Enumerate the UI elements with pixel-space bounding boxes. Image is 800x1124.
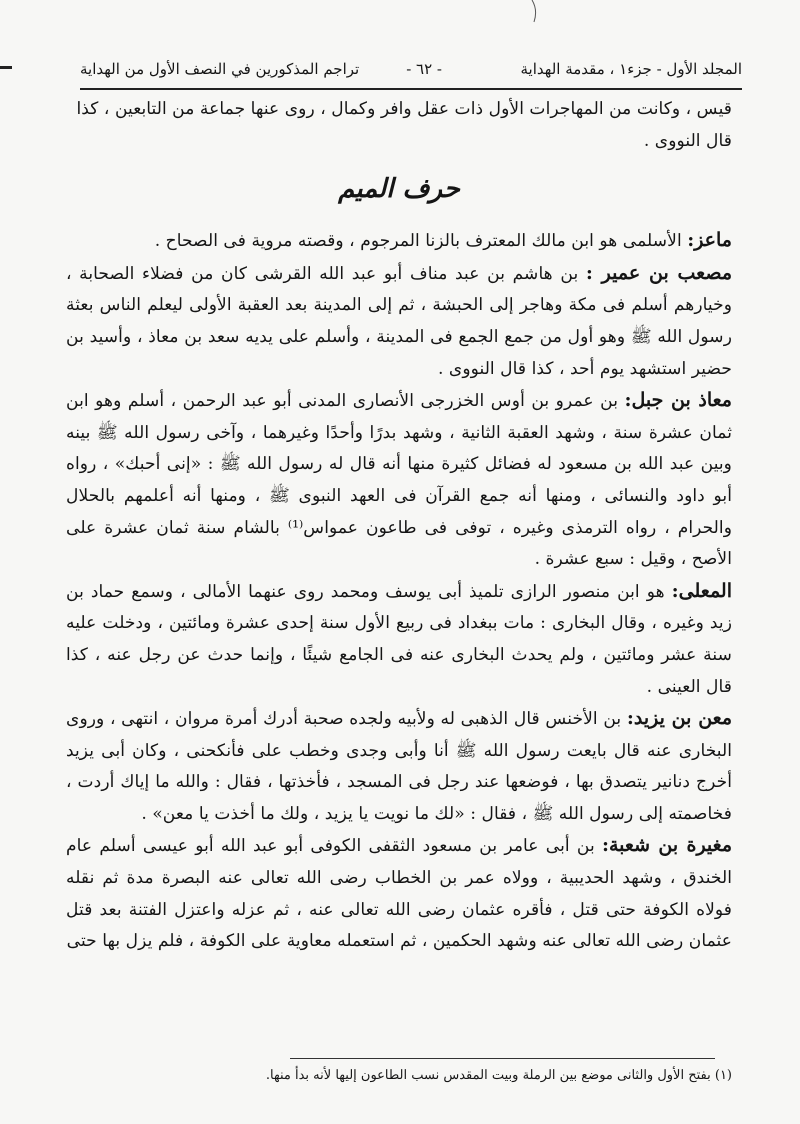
- running-header: [80, 58, 742, 86]
- footnote: (١) بفتح الأول والثانى موضع بين الرملة وبيت المقدس نسب الطاعون إليها لأنه بدأ منها.: [265, 1068, 732, 1083]
- intro-line-1: قيس ، وكانت من المهاجرات الأول ذات عقل وافر وكمال ، روى عنها جماعة من التابعين ، كذا: [76, 99, 732, 119]
- entry-text: بن عمرو بن أوس الخزرجى الأنصارى المدنى أبو عبد الرحمن ، أسلم وهو ابن ثمان عشرة سنة ، وشهد العقبة الثانية ، وشهد بدرًا وأحدًا وغيرهما ، وآخى رسول الله ﷺ بينه وبين عبد الله بن مسعود له فضائل كثيرة منها أنه قال له رسول الله ﷺ : «إنى أحبك» ، رواه أبو داود والنسائى ، ومنها أنه جمع القرآن فى العهد النبوى ﷺ ، ومنها أنه أعلمهم بالحلال والحرام ، رواه الترمذى وغيره ، توفى فى طاعون عمواس⁽¹⁾ بالشام سنة ثمان عشرة على الأصح ، وقيل : سبع عشرة .: [66, 391, 732, 570]
- biography-entry: [66, 385, 732, 576]
- header-rule: [80, 88, 742, 90]
- header-chapter-title: تراجم المذكورين في النصف الأول من الهداية: [80, 60, 360, 78]
- entry-text: الأسلمى هو ابن مالك المعترف بالزنا المرجوم ، وقصته مروية فى الصحاح .: [154, 231, 682, 252]
- page-number: - ٦٢ -: [406, 60, 442, 78]
- intro-paragraph: [66, 94, 732, 157]
- biography-entry: [66, 258, 732, 385]
- scan-mark-top: [528, 0, 542, 24]
- biography-entry: [66, 576, 732, 703]
- header-volume-info: المجلد الأول - جزء١ ، مقدمة الهداية: [520, 60, 742, 78]
- biography-entry: [66, 830, 732, 957]
- section-title: حرف الميم: [338, 174, 460, 205]
- entry-name: معن بن يزيد:: [626, 707, 733, 730]
- intro-line-2: قال النووى .: [643, 130, 732, 151]
- entry-name: مغيرة بن شعبة:: [601, 834, 733, 857]
- scan-mark-left-edge: [0, 66, 12, 69]
- entry-name: المعلى:: [671, 579, 732, 602]
- entry-name: مصعب بن عمير :: [585, 261, 733, 284]
- footnote-rule: [290, 1058, 715, 1059]
- entry-name: ماعز:: [687, 229, 732, 252]
- entry-name: معاذ بن جبل:: [624, 389, 732, 412]
- entry-text: بن أبى عامر بن مسعود الثقفى الكوفى أبو عبد الله أبو عيسى أسلم عام الخندق ، وشهد الحديبية ، وولاه عمر بن الخطاب رضى الله تعالى عنه البصرة مدة ثم نقله فولاه الكوفة حتى قتل ، فأقره عثمان رضى الله تعالى عنه ، ثم عزله واعتزل الفتنة بعد قتل عثمان رضى الله تعالى عنه وشهد الحكمين ، ثم استعمله معاوية على الكوفة ، فلم يزل بها حتى: [66, 836, 732, 952]
- entry-text: هو ابن منصور الرازى تلميذ أبى يوسف ومحمد روى عنهما الأمالى ، وسمع حماد بن زيد وغيره ، وقال البخارى : مات ببغداد فى ربيع الأول سنة إحدى عشرة ومائتين ، ودخلت عليه سنة عشر ومائتين ، ولم يحدث البخارى عنه فى الجامع شيئًا ، وإنما حدث عن رجل عنه ، كذا قال العينى .: [66, 581, 732, 697]
- page-body: [66, 94, 732, 958]
- entry-text: بن هاشم بن عبد مناف أبو عبد الله القرشى كان من فضلاء الصحابة ، وخيارهم أسلم فى مكة وهاجر إلى الحبشة ، ثم إلى المدينة بعد العقبة الأولى ليعلم الناس بعثة رسول الله ﷺ وهو أول من جمع الجمع فى المدينة ، وأسلم على يديه سعد بن معاذ ، وأسيد بن حضير استشهد يوم أحد ، كذا قال النووى .: [66, 263, 732, 379]
- biography-entry: [66, 225, 732, 258]
- biography-entry: [66, 703, 732, 830]
- entry-text: بن الأخنس قال الذهبى له ولأبيه ولجده صحبة أدرك أمرة مروان ، انتهى ، وروى البخارى عنه قال بايعت رسول الله ﷺ أنا وأبى وجدى وخطب على فأنكحنى ، وكان أبى يزيد أخرج دنانير يتصدق بها ، فوضعها عند رجل فى المسجد ، فأخذتها ، فقال : والله ما إياك أردت ، فخاصمته إلى رسول الله ﷺ ، فقال : «لك ما نويت يا يزيد ، ولك ما أخذت يا معن» .: [66, 709, 732, 824]
